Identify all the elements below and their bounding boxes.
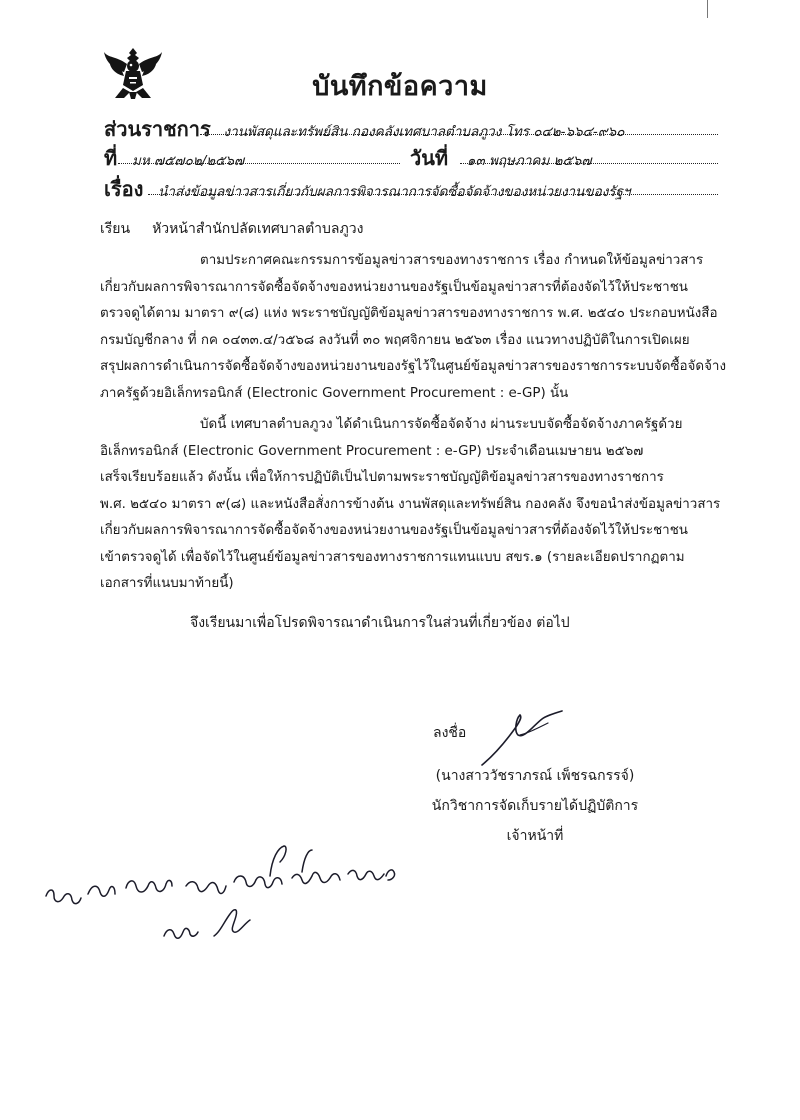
reference-row — [104, 142, 244, 174]
date-dotted-line — [460, 163, 718, 164]
date-label: วันที่ — [410, 146, 449, 170]
subject-dotted-line — [148, 194, 718, 195]
memo-title: บันทึกข้อความ — [312, 71, 488, 102]
salutation-label: เรียน — [100, 221, 131, 237]
paragraph-line: ตามประกาศคณะกรรมการข้อมูลข่าวสารของทางราชการ เรื่อง กำหนดให้ข้อมูลข่าวสาร — [200, 253, 704, 268]
paragraph-line: อิเล็กทรอนิกส์ (Electronic Government Procurement : e-GP) ประจำเดือนเมษายน ๒๕๖๗ — [100, 443, 644, 459]
paragraph-line: บัดนี้ เทศบาลตำบลภูวง ได้ดำเนินการจัดซื้อจัดจ้าง ผ่านระบบจัดซื้อจัดจ้างภาครัฐด้วย — [200, 417, 683, 432]
paragraph-line: เข้าตรวจดูได้ เพื่อจัดไว้ในศูนย์ข้อมูลข่าวสารของทางราชการแทนแบบ สขร.๑ (รายละเอียดปรากฏตาม — [100, 549, 685, 565]
paragraph-line: พ.ศ. ๒๕๔๐ มาตรา ๙(๘) และหนังสือสั่งการข้างต้น งานพัสดุและทรัพย์สิน กองคลัง จึงขอนำส่งข้อมูลข่าวสาร — [100, 496, 721, 512]
department-value: งานพัสดุและทรัพย์สิน กองคลังเทศบาลตำบลภูวง โทร ๐๔๒-๖๖๔-๙๖๐ — [223, 124, 625, 140]
paragraph-line: สรุปผลการดำเนินการจัดซื้อจัดจ้างของหน่วยงานของรัฐไว้ในศูนย์ข้อมูลข่าวสารของราชการระบบจัดซื้อจัดจ้าง — [100, 359, 726, 374]
paragraph-line: เกี่ยวกับผลการพิจารณาการจัดซื้อจัดจ้างของหน่วยงานของรัฐเป็นข้อมูลข่าวสารที่ต้องจัดไว้ให้ประชาชน — [100, 279, 688, 295]
date-value: ๑๓ พฤษภาคม ๒๕๖๗ — [466, 153, 592, 169]
body-paragraph-2 — [100, 412, 765, 598]
paragraph-line: เสร็จเรียบร้อยแล้ว ดังนั้น เพื่อให้การปฏิบัติเป็นไปตามพระราชบัญญัติข้อมูลข่าวสารของทางราชการ — [100, 470, 664, 485]
scan-edge-mark — [707, 0, 708, 18]
signatory-block — [420, 761, 650, 851]
paragraph-line: เกี่ยวกับผลการพิจารณาการจัดซื้อจัดจ้างของหน่วยงานของรัฐเป็นข้อมูลข่าวสารที่ต้องจัดไว้ให้ประชาชน — [100, 523, 688, 538]
paragraph-line: เอกสารที่แนบมาท้ายนี้) — [100, 576, 234, 591]
subject-row — [104, 173, 631, 205]
salutation — [100, 218, 363, 240]
paragraph-line: ตรวจดูได้ตาม มาตรา ๙(๘) แห่ง พระราชบัญญัติข้อมูลข่าวสารของทางราชการ พ.ศ. ๒๕๔๐ ประกอบหนังสือ — [100, 306, 718, 321]
subject-value: นำส่งข้อมูลข่าวสารเกี่ยวกับผลการพิจารณาการจัดซื้อจัดจ้างของหน่วยงานของรัฐฯ — [158, 184, 631, 200]
department-row — [104, 113, 624, 145]
signatory-role: เจ้าหน้าที่ — [506, 828, 564, 844]
paragraph-line: กรมบัญชีกลาง ที่ กค ๐๔๓๓.๔/ว๕๖๘ ลงวันที่ ๓๐ พฤศจิกายน ๒๕๖๓ เรื่อง แนวทางปฏิบัติในการเปิดเผย — [100, 332, 690, 348]
date-row — [410, 142, 591, 174]
reference-value: มห ๗๕๗๐๒/๒๕๖๗ — [131, 153, 245, 169]
department-label: ส่วนราชการ — [104, 117, 211, 141]
reference-dotted-line — [118, 163, 400, 164]
sign-label: ลงชื่อ — [433, 725, 467, 741]
salutation-recipient: หัวหน้าสำนักปลัดเทศบาลตำบลภูวง — [152, 221, 364, 237]
closing-sentence: จึงเรียนมาเพื่อโปรดพิจารณาดำเนินการในส่วนที่เกี่ยวข้อง ต่อไป — [190, 615, 570, 631]
paragraph-line: ภาครัฐด้วยอิเล็กทรอนิกส์ (Electronic Government Procurement : e-GP) นั้น — [100, 385, 569, 401]
department-dotted-line — [200, 134, 718, 135]
body-paragraph-1 — [100, 248, 765, 407]
signatory-name: (นางสาววัชราภรณ์ เพ็ชรฉกรรจ์) — [435, 768, 635, 784]
subject-label: เรื่อง — [104, 177, 144, 201]
handwritten-endorsement-note — [40, 836, 415, 951]
reference-label: ที่ — [104, 146, 118, 170]
signatory-position: นักวิชาการจัดเก็บรายได้ปฏิบัติการ — [431, 798, 639, 814]
